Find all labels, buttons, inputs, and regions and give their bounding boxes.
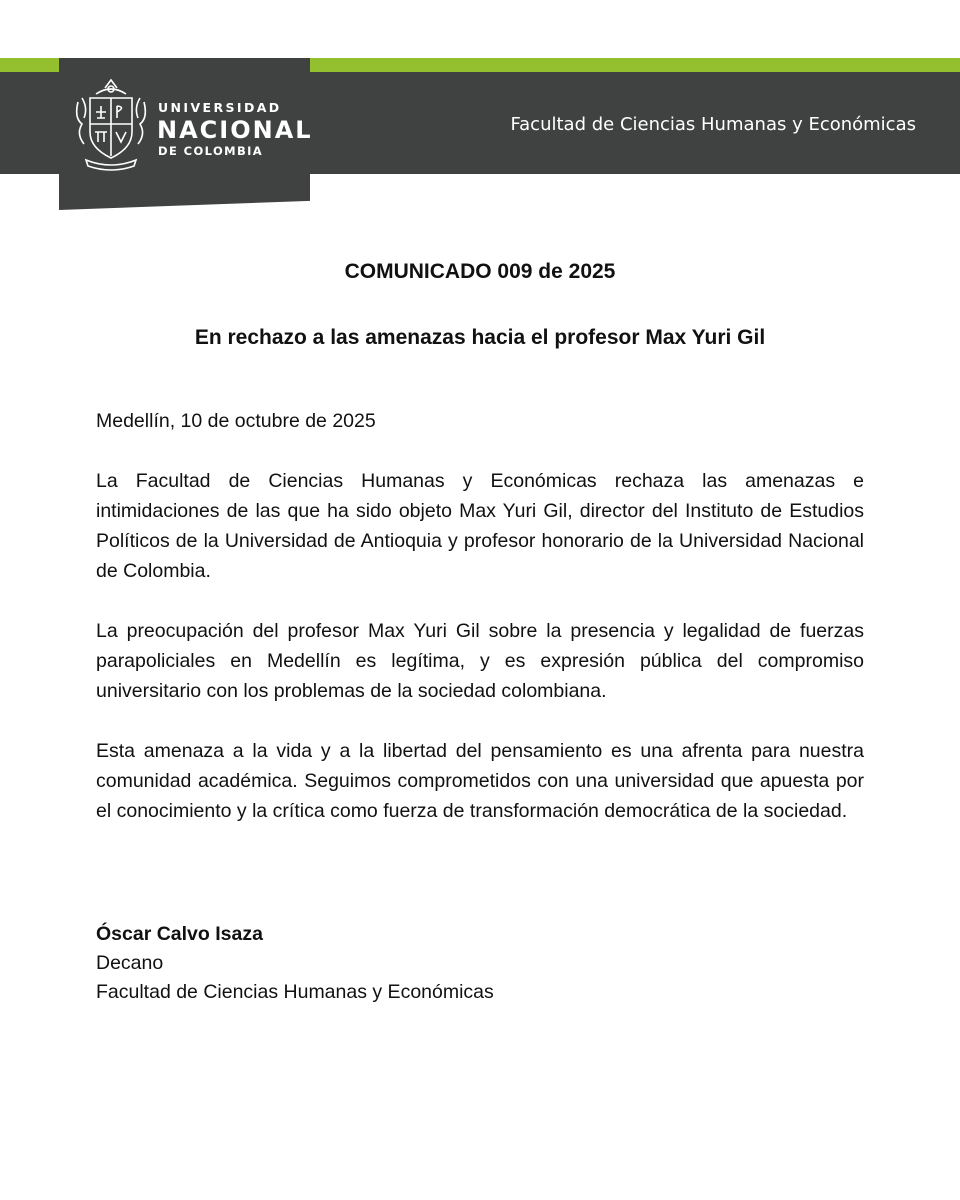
university-shield-icon <box>72 78 150 172</box>
document-date: Medellín, 10 de octubre de 2025 <box>96 410 376 432</box>
university-name-line-2: NACIONAL <box>157 116 313 144</box>
document-subtitle: En rechazo a las amenazas hacia el profesor Max Yuri Gil <box>194 326 766 349</box>
signer-name: Óscar Calvo Isaza <box>96 923 263 945</box>
body-paragraph: La Facultad de Ciencias Humanas y Económicas rechaza las amenazas e intimidaciones de las que ha sido objeto Max Yuri Gil, director del Instituto de Estudios Políticos de la Universidad de Antioquia y profesor honorario de la Universidad Nacional de Colombia. <box>96 470 864 582</box>
document-body <box>96 406 864 856</box>
university-name-line-1: UNIVERSIDAD <box>158 100 282 115</box>
signer-role: Decano <box>96 952 164 974</box>
signature-block <box>96 920 494 1007</box>
faculty-header-title: Facultad de Ciencias Humanas y Económicas <box>510 114 916 135</box>
university-name-line-3: DE COLOMBIA <box>158 144 264 158</box>
body-paragraph: Esta amenaza a la vida y a la libertad del pensamiento es una afrenta para nuestra comunidad académica. Seguimos comprometidos con una universidad que apuesta por el conocimiento y la crítica como fuerza de transformación democrática de la sociedad. <box>96 740 864 822</box>
signer-faculty: Facultad de Ciencias Humanas y Económicas <box>96 981 494 1003</box>
body-paragraph: La preocupación del profesor Max Yuri Gil sobre la presencia y legalidad de fuerzas parapoliciales en Medellín es legítima, y es expresión pública del compromiso universitario con los problemas de la sociedad colombiana. <box>96 620 864 702</box>
document-title: COMUNICADO 009 de 2025 <box>344 260 616 283</box>
